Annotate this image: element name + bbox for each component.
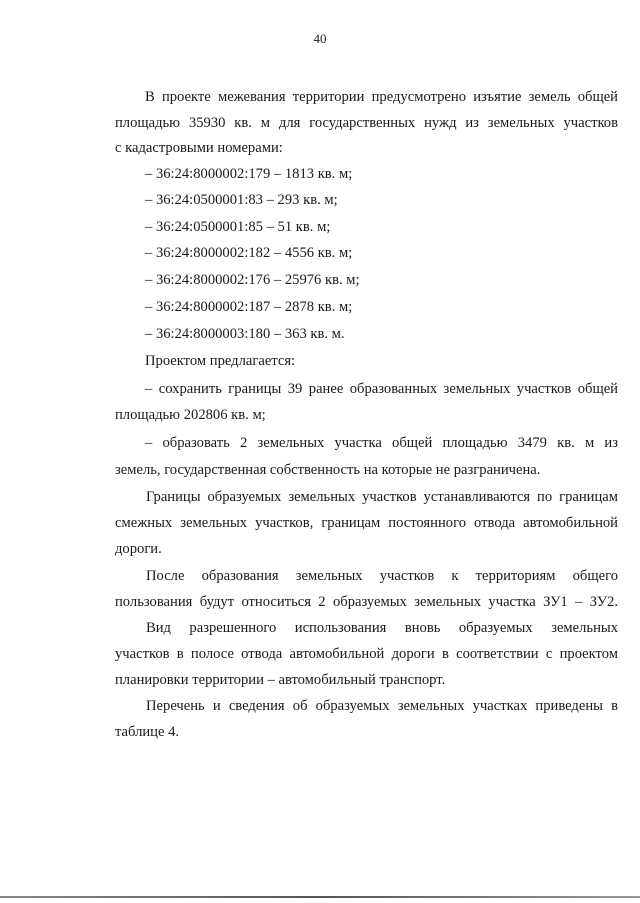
list-item: – 36:24:8000002:176 – 25976 кв. м; <box>145 272 360 288</box>
text-line: планировки территории – автомобильный транспорт. <box>115 672 446 688</box>
text-line: Проектом предлагается: <box>145 353 296 369</box>
text-line: площадью 35930 кв. м для государственных нужд из земельных участков <box>115 115 618 131</box>
text-line: с кадастровыми номерами: <box>115 140 283 156</box>
list-item: – 36:24:8000003:180 – 363 кв. м. <box>145 326 345 342</box>
text-line: – образовать 2 земельных участка общей площадью 3479 кв. м из <box>145 435 618 451</box>
text-line: смежных земельных участков, границам постоянного отвода автомобильной <box>115 515 618 531</box>
list-item: – 36:24:8000002:182 – 4556 кв. м; <box>145 245 353 261</box>
text-line: Перечень и сведения об образуемых земельных участках приведены в <box>146 698 618 714</box>
list-item: – 36:24:8000002:179 – 1813 кв. м; <box>145 166 353 182</box>
text-line: площадью 202806 кв. м; <box>115 407 266 423</box>
text-line: пользования будут относиться 2 образуемых земельных участка ЗУ1 – ЗУ2. <box>115 594 618 610</box>
list-item: – 36:24:0500001:85 – 51 кв. м; <box>145 219 331 235</box>
list-item: – 36:24:0500001:83 – 293 кв. м; <box>145 192 338 208</box>
text-line: таблице 4. <box>115 724 180 740</box>
text-line: После образования земельных участков к территориям общего <box>146 568 618 584</box>
text-line: участков в полосе отвода автомобильной дороги в соответствии с проектом <box>115 646 618 662</box>
text-line: – сохранить границы 39 ранее образованных земельных участков общей <box>145 381 618 397</box>
text-line: земель, государственная собственность на которые не разграничена. <box>115 462 541 478</box>
text-line: Вид разрешенного использования вновь образуемых земельных <box>146 620 618 636</box>
text-line: дороги. <box>115 541 162 557</box>
text-line: В проекте межевания территории предусмотрено изъятие земель общей <box>145 89 618 105</box>
text-line: Границы образуемых земельных участков устанавливаются по границам <box>146 489 618 505</box>
page-number: 40 <box>313 31 327 46</box>
bottom-divider <box>0 896 640 898</box>
list-item: – 36:24:8000002:187 – 2878 кв. м; <box>145 299 353 315</box>
